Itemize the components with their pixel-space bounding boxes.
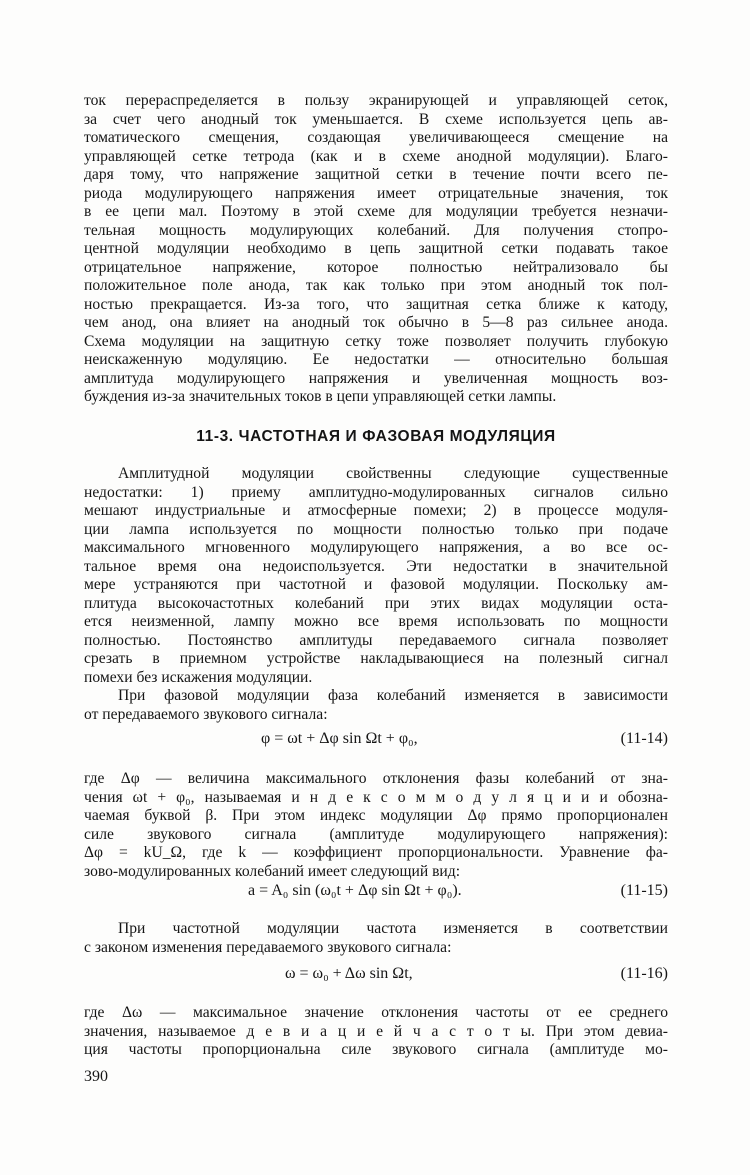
text-line: в ее цепи мал. Поэтому в этой схеме для модуляции требуется незначи- [84,203,668,220]
paragraph-screen-grid-modulation [84,92,668,407]
text-line: мешают индустриальные и атмосферные помехи; 2) в процессе модуля- [84,502,668,519]
equation-number: (11-16) [620,965,668,982]
section-heading: 11-3. ЧАСТОТНАЯ И ФАЗОВАЯ МОДУЛЯЦИЯ [196,428,556,445]
paragraph-am-drawbacks [84,465,668,687]
text-line: Схема модуляции на защитную сетку тоже позволяет получить глубокую [84,332,668,350]
text-line: срезать в приемном устройстве накладывающиеся на полезный сигнал [84,650,668,667]
paragraph-frequency-deviation [84,1004,668,1060]
text-line: чем анод, она влияет на анодный ток обычно в 5—8 раз сильнее анода. [84,314,668,331]
equation-body: φ = ωt + Δφ sin Ωt + φ₀, [261,730,418,747]
paragraph-phase-modulation-intro [84,687,668,724]
text-line: помехи без искажения модуляции. [84,668,313,686]
equation-number: (11-14) [620,730,668,747]
text-line: с законом изменения передаваемого звукового сигнала: [84,938,452,956]
text-line: риода модулирующего напряжения имеет отрицательные значения, ток [84,184,668,202]
text-line: значения, называемое д е в и а ц и е й ч а с т о т ы. При этом девиа- [84,1022,668,1040]
text-line: где Δφ — величина максимального отклонения фазы колебаний от зна- [84,770,668,787]
text-line: центной модуляции необходимо в цепь защитной сетки подавать такое [84,240,668,257]
text-line: ция частоты пропорциональна силе звукового сигнала (амплитуде мо- [84,1041,668,1058]
paragraph-frequency-modulation-intro [84,920,668,957]
text-line: зово-модулированных колебаний имеет следующий вид: [84,862,461,880]
text-line: При частотной модуляции частота изменяется в соответствии [118,920,668,937]
text-line: мере устраняются при частотной и фазовой модуляции. Поскольку ам- [84,576,668,593]
text-line: буждения из-за значительных токов в цепи управляющей сетки лампы. [84,388,557,405]
text-line: ностью прекращается. Из-за того, что защитная сетка ближе к катоду, [84,295,668,313]
equation-11-16 [84,965,668,987]
text-line: отрицательное напряжение, которое полностью нейтрализовало бы [84,258,668,276]
text-line: положительное поле анода, так как только при этом анодный ток пол- [84,277,668,294]
page-number: 390 [84,1068,108,1085]
text-line: неискаженную модуляцию. Ее недостатки — относительно большая [84,351,668,368]
text-line: ции лампа используется по мощности полностью только при подаче [84,520,668,538]
text-line: ток перераспределяется в пользу экранирующей и управляющей сеток, [84,92,668,109]
text-line: управляющей сетке тетрода (как и в схеме анодной модуляции). Благо- [84,147,668,165]
text-line: силе звукового сигнала (амплитуде модулирующего напряжения): [84,825,668,843]
equation-11-15 [84,882,668,904]
text-line: чения ωt + φ₀, называемая и н д е к с о м м о д у л я ц и и и обозна- [84,788,668,806]
text-line: где Δω — максимальное значение отклонения частоты от ее среднего [84,1004,668,1021]
text-line: Δφ = kU_Ω, где k — коэффициент пропорциональности. Уравнение фа- [84,844,668,861]
text-line: полностью. Постоянство амплитуды передаваемого сигнала позволяет [84,631,668,649]
text-line: амплитуда модулирующего напряжения и увеличенная мощность воз- [84,369,668,387]
text-line: даря тому, что напряжение защитной сетки в течение почти всего пе- [84,166,668,183]
text-line: томатического смещения, создающая увеличивающееся смещение на [84,129,668,146]
text-line: Амплитудной модуляции свойственны следующие существенные [118,465,668,482]
equation-body: a = A₀ sin (ω₀t + Δφ sin Ωt + φ₀). [248,882,462,899]
text-line: плитуда высокочастотных колебаний при этих видах модуляции оста- [84,594,668,612]
text-line: чаемая буквой β. При этом индекс модуляции Δφ прямо пропорционален [84,807,668,824]
text-line: ется неизменной, лампу можно все время использовать по мощности [84,613,668,630]
text-line: от передаваемого звукового сигнала: [84,705,328,723]
equation-number: (11-15) [620,882,668,899]
equation-11-14 [84,730,668,752]
text-line: тальное время она недоиспользуется. Эти недостатки в значительной [84,557,668,575]
text-line: за счет чего анодный ток уменьшается. В схеме используется цепь ав- [84,110,668,128]
text-line: максимального мгновенного модулирующего напряжения, а во все ос- [84,539,668,556]
text-line: При фазовой модуляции фаза колебаний изменяется в зависимости [118,687,668,704]
paragraph-modulation-index [84,770,668,881]
text-line: недостатки: 1) приему амплитудно-модулированных сигналов сильно [84,483,668,501]
equation-body: ω = ω₀ + Δω sin Ωt, [285,965,413,982]
text-line: тельная мощность модулирующих колебаний. Для получения стопро- [84,221,668,239]
